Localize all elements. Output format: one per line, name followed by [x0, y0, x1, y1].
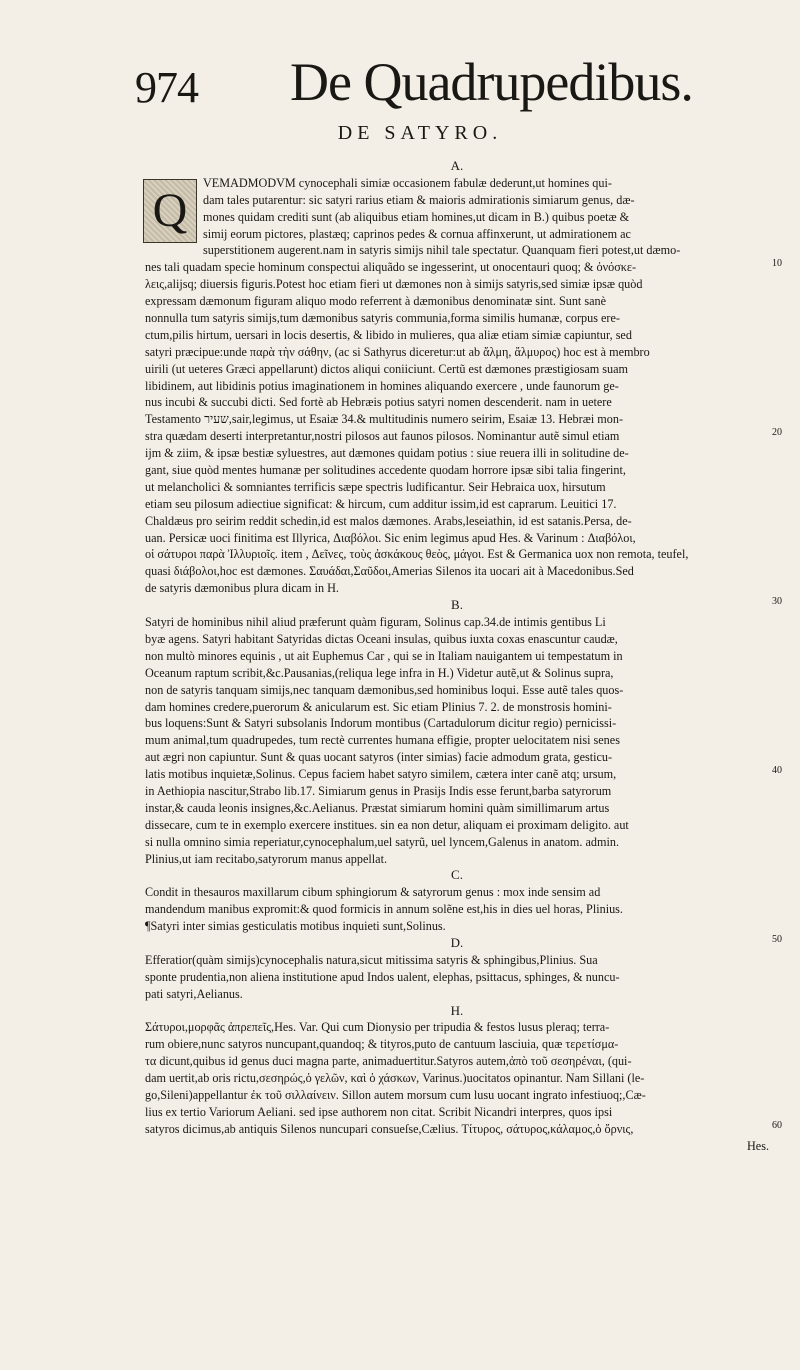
margin-line-number: 10 — [772, 258, 782, 269]
text-line: nes tali quadam specie hominum conspectui aliquãdo se ingesserint, ut onocentauri quoq; & ὀνόσκε- — [145, 260, 637, 275]
section-letter: C. — [451, 867, 463, 883]
text-line: mandendum manibus expromit:& quod formicis in annum solẽne est,his in dies uel horas, Plinius. — [145, 902, 623, 917]
drop-cap-initial: Q — [143, 179, 197, 243]
text-line: dissecare, cum te in exemplo exercere institues. sin ea non detur, aliquam ei proximam deligito. aut — [145, 817, 629, 832]
text-line: ctum,pilis hirtum, uersari in locis desertis, & libido in mulieres, qua aliæ etiam simiæ capiuntur, sed — [145, 327, 632, 342]
section-d — [145, 952, 769, 1003]
margin-line-number: 60 — [772, 1120, 782, 1131]
text-line: satyros dicimus,ab antiquis Silenos nuncupari consueſse,Cælius. Τίτυρος, σάτυρος,κάλαμος,ὁ ὄρνις, — [145, 1121, 634, 1136]
text-line: superstitionem augerent.nam in satyris simijs nihil tale spectatur. Quanquam fieri potest,ut dæmo- — [203, 243, 681, 258]
text-line: etiam seu pilosum adiectiue significat: & hircum, cum additur issim,id est caprarum. Leuitici 17. — [145, 496, 617, 511]
text-line: latis motibus inquietæ,Solinus. Cepus faciem habet satyro similem, cætera inter canẽ atq; ursum, — [145, 767, 617, 782]
section-letter: A. — [450, 158, 464, 173]
text-line: dam tales putarentur: sic satyri rarius etiam & maioris admirationis simiarum genus, dæ- — [203, 192, 635, 207]
text-line: quasi διάβολοι,hoc est dæmones. Σαυάδαι,Σαῦδοι,Amerias Silenos ita uocari ait à Macedonibus.Sed — [145, 564, 634, 579]
text-line: VEMADMODVM cynocephali simiæ occasionem fabulæ dederunt,ut homines qui- — [203, 175, 612, 190]
text-line: stra quædam deserti interpretantur,nostri pilosos aut faunos pilosos. Nominantur autẽ simul etiam — [145, 429, 620, 444]
section-a — [145, 175, 769, 597]
section-c — [145, 884, 769, 935]
text-line: non de satyris tanquam simijs,nec tanquam dæmonibus,sed hominibus loqui. Esse autẽ tales quos- — [145, 682, 624, 697]
running-title: De Quadrupedibus. — [290, 52, 693, 112]
text-line: Condit in thesauros maxillarum cibum sphingiorum & satyrorum genus : mox inde sensim ad — [145, 885, 601, 900]
text-line: ¶Satyri inter simias gesticulatis motibus inquieti sunt,Solinus. — [145, 919, 446, 934]
margin-line-number: 30 — [772, 596, 782, 607]
text-line: nus incubi & succubi dicti. Sed fortè ab Hebræis potius satyri nomen descenderit. nam in uetere — [145, 395, 612, 410]
text-line: sponte prudentia,non aliena institutione apud Indos ualent, elephas, psittacus, sphinges, & nuncu- — [145, 969, 620, 984]
text-line: Chaldæus pro seirim reddit schedin,id est malos dæmones. Arabs,leseiathin, id est satanis.Persa, de- — [145, 513, 632, 528]
text-line: libidinem, aut libidinis potius imaginationem in homines aliquando exercere , unde faunorum ge- — [145, 378, 619, 393]
text-line: uirili (ut ueteres Græci appellarunt) dictos aliqui coniiciunt. Certũ est dæmones præstigiosam suam — [145, 361, 629, 376]
text-line: τα dicunt,quibus id genus duci magna parte, animaduertitur.Satyros autem,ἀπὸ τοῦ σεσηρέναι, (qui- — [145, 1054, 632, 1069]
text-line: Efferatior(quàm simijs)cynocephalis natura,sicut mitissima satyris & sphingibus,Plinius. Sua — [145, 952, 598, 967]
text-line: Hes. — [746, 1138, 769, 1153]
text-line: ijm & ziim, & ipsæ bestiæ syluestres, aut dæmones quidam potius : siue reuera illi in solitudine de- — [145, 446, 629, 461]
text-line: si nulla omnino simia reperiatur,cynocephalum,uel satyrũ, uel lyncem,Galenus in anatom. admin. — [145, 834, 620, 849]
text-line: expressam dæmonum figuram aliquo modo referrent à dæmonibus denominatæ sint. Sunt sanè — [145, 294, 607, 309]
text-line: go,Sileni)appellantur ἐκ τοῦ σιλλαίνειν. Sillon autem morsum cum lusu uocant ingrato infestiuoq;,Cæ- — [145, 1087, 646, 1102]
text-line: mum animal,tum quadrupedes, tum rectè currentes humana effigie, propter uelocitatem nisi senes — [145, 733, 620, 748]
text-line: Oceanum raptum scribit,&c.Pausanias,(reliqua lege infra in H.) Videtur autẽ,ut & Solinus supra, — [145, 665, 614, 680]
section-letter: B. — [451, 597, 463, 613]
margin-line-number: 40 — [772, 765, 782, 776]
text-line: Σάτυροι,μορφᾶς ἀπρεπεῖς,Hes. Var. Qui cum Dionysio per tripudia & festos lusus pleraq; terra- — [145, 1020, 610, 1035]
text-line: nonnulla tum satyris simijs,tum dæmonibus satyris communia,forma similis humanæ, corpus ere- — [145, 311, 620, 326]
text-line: dam homines credere,puerorum & anicularum est. Sic etiam Plinius 7. 2. de monstrosis homini- — [145, 699, 612, 714]
text-line: dam uertit,ab oris rictu,σεσηρώς,ὁ γελῶν, καὶ ὁ χάσκων, Varinus.)uocitatos opinantur. Nam Sillani (le- — [145, 1071, 645, 1086]
text-line: Testamento שעיר,sair,legimus, ut Esaiæ 34.& multitudinis numero seirim, Esaiæ 13. Hebræi mon- — [145, 412, 623, 427]
text-line: non multò minores equinis , ut ait Euphemus Car , qui se in Italiam nauigantem ui tempestatum in — [145, 648, 623, 663]
text-line: rum obiere,nunc satyros nuncupant,quandoq; & tityros,puto de cantuum lasciuia, quæ τερετίσμα- — [145, 1037, 619, 1052]
text-line: οἱ σάτυροι παρὰ Ἰλλυριοῖς. item , Δεῖνες, τοὺς ἀσκάκους θεὸς, μάγοι. Est & Germanica uox non remota, teufel, — [145, 547, 689, 562]
text-line: lius ex tertio Variorum Aeliani. sed ipse authorem non citat. Scribit Nicandri interpres, quos ipsi — [145, 1104, 613, 1119]
body-text — [145, 158, 769, 1155]
text-line: de satyris dæmonibus plura dicam in H. — [145, 581, 339, 596]
text-line: instar,& cauda leonis insignes,&c.Aelianus. Præstat simiarum homini quàm simillimarum artus — [145, 800, 610, 815]
text-line: simij eorum pictores, plastæq; caprinos pedes & cornua affinxerunt, ut admirationem ac — [203, 226, 631, 241]
text-line: byæ agens. Satyri habitant Satyridas dictas Oceani insulas, quibus iuxta coxas enascuntur caudæ, — [145, 631, 618, 646]
text-line: mones quidam crediti sunt (ab aliquibus etiam homines,ut dicam in B.) quibus poetæ & — [203, 209, 630, 224]
text-line: uan. Persicæ uoci finitima est Illyrica, Διαβόλοι. Sic enim legimus apud Hes. & Varinum : Διαβόλοι, — [145, 530, 636, 545]
section-b — [145, 614, 769, 867]
section-letter: H. — [450, 1002, 464, 1018]
text-line: aut ægri non capiuntur. Sunt & quas uocant satyros (inter simias) facie admodum grata, gesticu- — [145, 750, 613, 765]
margin-line-number: 50 — [772, 934, 782, 945]
page-number: 974 — [135, 63, 198, 112]
margin-line-number: 20 — [772, 427, 782, 438]
text-line: ut melancholici & somniantes terrificis sæpe spectris ludificantur. Seir Hebraica uox, hirsutum — [145, 479, 606, 494]
text-line: Satyri de hominibus nihil aliud præferunt quàm figuram, Solinus cap.34.de intimis gentibus Li — [145, 615, 606, 630]
text-line: λεις,alijsq; diuersis figuris.Potest hoc etiam fieri ut dæmones non à simijs satyris,sed simiæ ipsæ quòd — [145, 277, 643, 292]
text-line: pati satyri,Aelianus. — [145, 986, 243, 1001]
text-line: satyri præcipue:unde παρὰ τὴν σάθην, (ac si Sathyrus diceretur:ut ab ἄλμη, ἄλμυρος) hoc est à membro — [145, 344, 650, 359]
section-h — [145, 1019, 769, 1154]
text-line: Plinius,ut iam recitabo,satyrorum manus appellat. — [145, 851, 388, 866]
section-letter: D. — [450, 934, 464, 950]
section-title: DE SATYRO. — [337, 122, 503, 144]
text-line: gant, siue quòd mentes humanæ per solitudines accedente quodam horrore ipsæ sibi talia fingerint, — [145, 463, 626, 478]
text-line: in Aethiopia nascitur,Strabo lib.17. Simiarum genus in Prasijs Indis esse ferunt,barba satyrorum — [145, 783, 612, 798]
text-line: bus loquens:Sunt & Satyri subsolanis Indorum montibus (Cartadulorum dicitur regio) pernicissi- — [145, 716, 617, 731]
